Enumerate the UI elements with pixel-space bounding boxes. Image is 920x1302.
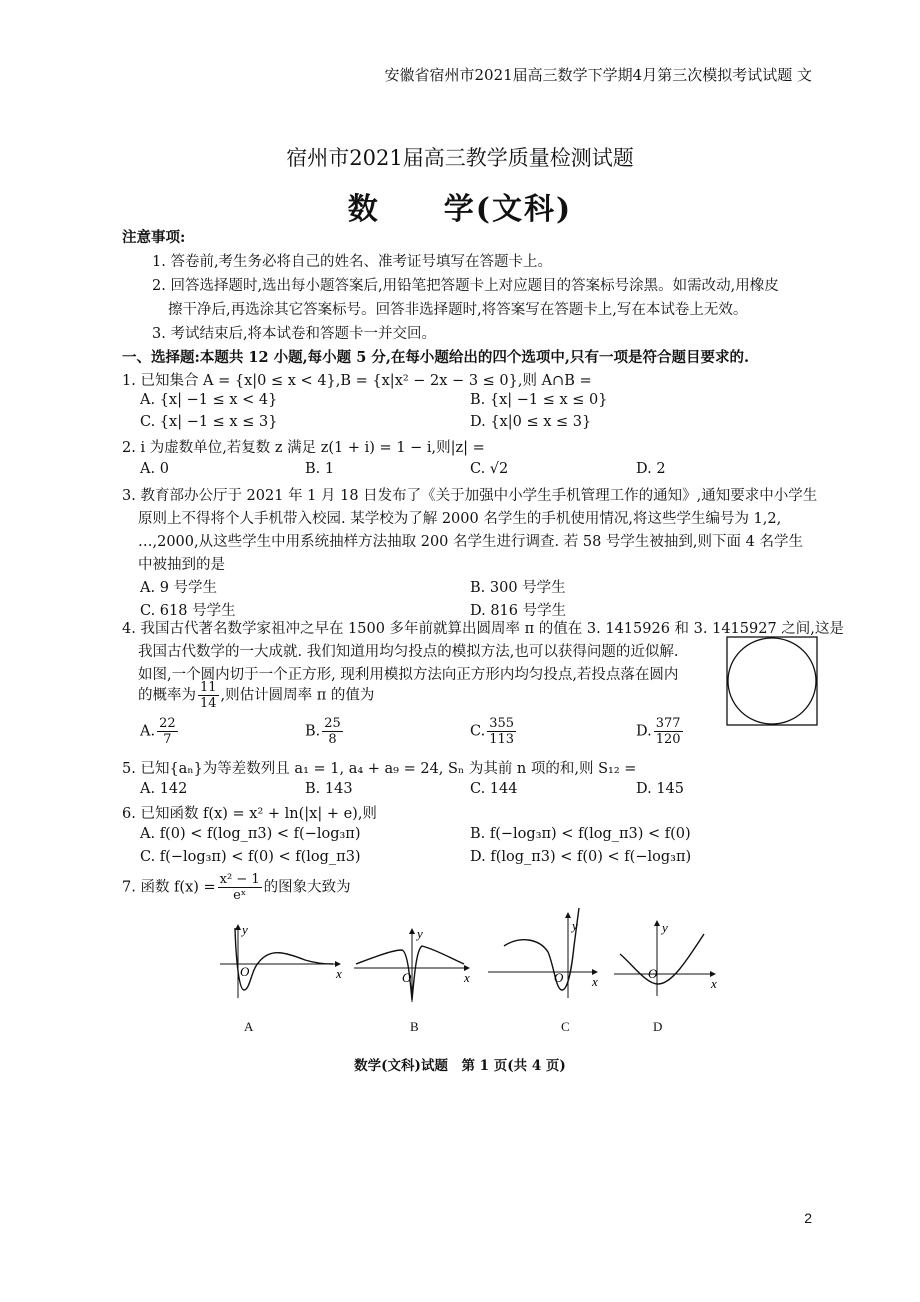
page-number: 2 bbox=[804, 1210, 812, 1226]
notice-item: 1. 答卷前,考生务必将自己的姓名、准考证号填写在答题卡上。 bbox=[152, 254, 553, 270]
y-axis-label: y bbox=[572, 918, 578, 933]
graph-d bbox=[612, 912, 722, 1002]
origin-label: O bbox=[240, 964, 250, 979]
q2-stem: 2. i 为虚数单位,若复数 z 满足 z(1 + i) = 1 − i,则|z| = bbox=[122, 440, 485, 456]
q1-option-b: B. {x| −1 ≤ x ≤ 0} bbox=[470, 392, 608, 408]
y-axis-label: y bbox=[417, 926, 423, 941]
q2-option-c: C. √2 bbox=[470, 461, 509, 477]
q3-option-d: D. 816 号学生 bbox=[470, 603, 567, 619]
q5-option-c: C. 144 bbox=[470, 781, 518, 797]
graph-d-caption: D bbox=[653, 1019, 663, 1034]
x-axis-label: x bbox=[464, 970, 470, 985]
notice-item: 3. 考试结束后,将本试卷和答题卡一并交回。 bbox=[152, 326, 437, 342]
q4-line: 的概率为 $\frac{11}{14}$ ,则估计圆周率 π 的值为 bbox=[138, 680, 375, 711]
q4-option-d: D. $\frac{377}{120}$ bbox=[636, 716, 681, 747]
x-axis-label: x bbox=[711, 976, 717, 991]
graph-a-caption: A bbox=[244, 1019, 254, 1034]
q4-option-a: A. $\frac{22}{7}$ bbox=[140, 716, 176, 747]
origin-label: O bbox=[554, 970, 564, 985]
q7-stem: 7. 函数 f(x) = $\frac{\text{x² − 1}}{\text{eˣ}}$ 的图象大致为 bbox=[122, 872, 351, 903]
page-footer: 数学(文科)试题 第 1 页(共 4 页) bbox=[354, 1058, 566, 1074]
q4-line: 如图,一个圆内切于一个正方形, 现利用模拟方法向正方形内均匀投点,若投点落在圆内 bbox=[138, 667, 679, 683]
origin-label: O bbox=[402, 970, 412, 985]
subject-title: 数 学(文科) bbox=[347, 192, 573, 227]
q5-option-d: D. 145 bbox=[636, 781, 685, 797]
circle-in-square-figure bbox=[726, 636, 818, 726]
q3-line: 原则上不得将个人手机带入校园. 某学校为了解 2000 名学生的手机使用情况,将这些学生编号为 1,2, bbox=[138, 511, 782, 527]
q6-option-a: A. f(0) < f(log_π3) < f(−log₃π) bbox=[140, 826, 361, 842]
q6-stem: 6. 已知函数 f(x) = x² + ln(|x| + e),则 bbox=[122, 806, 377, 822]
q3-option-c: C. 618 号学生 bbox=[140, 603, 236, 619]
graph-b-caption: B bbox=[410, 1019, 419, 1034]
q5-option-a: A. 142 bbox=[140, 781, 188, 797]
q3-option-a: A. 9 号学生 bbox=[140, 580, 218, 596]
q4-line: 我国古代数学的一大成就. 我们知道用均匀投点的模拟方法,也可以获得问题的近似解. bbox=[138, 644, 679, 660]
q4-option-c: C. $\frac{355}{113}$ bbox=[470, 716, 515, 747]
notice-item: 2. 回答选择题时,选出每小题答案后,用铅笔把答题卡上对应题目的答案标号涂黑。如需改动,用橡皮 bbox=[152, 278, 779, 294]
graph-c-caption: C bbox=[561, 1019, 570, 1034]
graph-a bbox=[215, 920, 345, 1000]
q1-stem: 1. 已知集合 A = {x|0 ≤ x < 4},B = {x|x² − 2x − 3 ≤ 0},则 A∩B = bbox=[122, 373, 592, 389]
q1-option-a: A. {x| −1 ≤ x < 4} bbox=[140, 392, 278, 408]
y-axis-label: y bbox=[662, 920, 668, 935]
q4-option-b: B. $\frac{25}{8}$ bbox=[305, 716, 341, 747]
exam-title: 宿州市2021届高三教学质量检测试题 bbox=[286, 146, 634, 170]
q6-option-c: C. f(−log₃π) < f(0) < f(log_π3) bbox=[140, 849, 361, 865]
q3-line: …,2000,从这些学生中用系统抽样方法抽取 200 名学生进行调查. 若 58 号学生被抽到,则下面 4 名学生 bbox=[138, 534, 803, 550]
notice-heading: 注意事项: bbox=[122, 229, 186, 246]
q3-line: 3. 教育部办公厅于 2021 年 1 月 18 日发布了《关于加强中小学生手机管理工作的通知》,通知要求中小学生 bbox=[122, 488, 818, 504]
q1-option-d: D. {x|0 ≤ x ≤ 3} bbox=[470, 414, 592, 430]
q5-option-b: B. 143 bbox=[305, 781, 353, 797]
notice-item: 擦干净后,再选涂其它答案标号。回答非选择题时,将答案写在答题卡上,写在本试卷上无效。 bbox=[168, 302, 748, 318]
q2-option-a: A. 0 bbox=[140, 461, 169, 477]
x-axis-label: x bbox=[336, 966, 342, 981]
graph-b bbox=[352, 920, 477, 1004]
section-heading: 一、选择题:本题共 12 小题,每小题 5 分,在每小题给出的四个选项中,只有一项是符合题目要求的. bbox=[122, 349, 750, 366]
q6-option-d: D. f(log_π3) < f(0) < f(−log₃π) bbox=[470, 849, 692, 865]
graph-c bbox=[484, 906, 602, 1000]
y-axis-label: y bbox=[242, 922, 248, 937]
q4-line: 4. 我国古代著名数学家祖冲之早在 1500 多年前就算出圆周率 π 的值在 3. 1415926 和 3. 1415927 之间,这是 bbox=[122, 621, 844, 637]
q2-option-b: B. 1 bbox=[305, 461, 335, 477]
q2-option-d: D. 2 bbox=[636, 461, 666, 477]
q3-line: 中被抽到的是 bbox=[138, 557, 225, 573]
q5-stem: 5. 已知{aₙ}为等差数列且 a₁ = 1, a₄ + a₉ = 24, Sₙ 为其前 n 项的和,则 S₁₂ = bbox=[122, 761, 637, 777]
q6-option-b: B. f(−log₃π) < f(log_π3) < f(0) bbox=[470, 826, 691, 842]
q3-option-b: B. 300 号学生 bbox=[470, 580, 566, 596]
origin-label: O bbox=[648, 966, 658, 981]
q1-option-c: C. {x| −1 ≤ x ≤ 3} bbox=[140, 414, 278, 430]
page-header: 安徽省宿州市2021届高三数学下学期4月第三次模拟考试试题 文 bbox=[384, 66, 812, 84]
x-axis-label: x bbox=[592, 974, 598, 989]
